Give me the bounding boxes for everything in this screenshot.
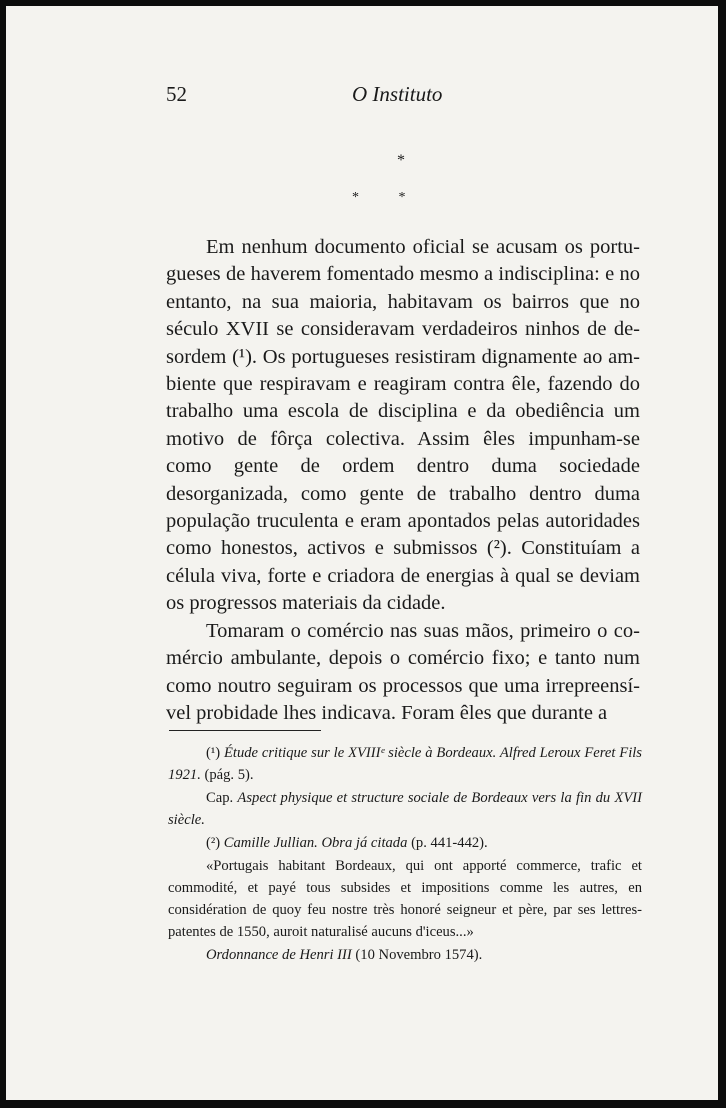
body-text bbox=[166, 234, 640, 727]
footnote-1-title: Étude critique sur le XVIIIᵉ siècle à Bordeaux. Alfred Leroux Feret Fils 1921. bbox=[168, 745, 642, 783]
footnotes bbox=[168, 742, 642, 967]
footnote-2 bbox=[168, 832, 642, 854]
footnote-source bbox=[168, 944, 642, 966]
page-header bbox=[166, 82, 646, 112]
section-ornament-top: * bbox=[397, 152, 405, 169]
book-page bbox=[6, 6, 718, 1100]
footnote-source-title: Ordonnance de Henri III bbox=[206, 947, 352, 963]
footnote-2-marker: (²) bbox=[206, 835, 221, 851]
footnote-1b bbox=[168, 787, 642, 831]
footnote-2-pages: (p. 441-442). bbox=[411, 835, 488, 851]
page-number: 52 bbox=[166, 82, 187, 106]
footnote-1-marker: (¹) bbox=[206, 745, 221, 761]
footnote-1 bbox=[168, 742, 642, 786]
section-ornament-bottom: * * bbox=[352, 190, 424, 205]
running-title: O Instituto bbox=[352, 82, 443, 106]
footnote-source-date: (10 Novembro 1574). bbox=[355, 947, 483, 963]
paragraph-1: Em nenhum documento oficial se acusam os portugueses de haverem fomentado mesmo a indisciplina: e no entanto, na sua maioria, habitavam os bairros que no século XVII se consideravam verdadeiros ninhos de desordem (¹). Os portugueses resistiram dignamente ao ambiente que respiravam e reagiram contra êle, fazendo do trabalho uma escola de disciplina e da obediência um motivo de fôrça colectiva. Assim êles impunham-se como gente de ordem dentro duma sociedade desorganizada, como gente de trabalho dentro duma população truculenta e eram apontados pelas autoridades como honestos, activos e submissos (²). Constituíam a célula viva, forte e criadora de energias à qual se deviam os progressos materiais da cidade. bbox=[166, 236, 640, 615]
footnote-1b-title: Aspect physique et structure sociale de Bordeaux vers la fin du XVII siècle. bbox=[168, 790, 642, 828]
footnote-separator bbox=[169, 730, 321, 731]
footnote-1b-prefix: Cap. bbox=[206, 790, 234, 806]
footnote-1-pages: (pág. 5). bbox=[204, 767, 254, 783]
footnote-quote: «Portugais habitant Bordeaux, qui ont apporté commerce, trafic et commodité, et payé tous subsides et impositions comme les autres, en considération de quoy feu nostre très honoré seigneur et père, par ses lettres-patentes de 1550, auroit naturalisé aucuns d'iceus...» bbox=[168, 858, 642, 940]
footnote-2-title: Camille Jullian. Obra já citada bbox=[223, 835, 408, 851]
paragraph-2: Tomaram o comércio nas suas mãos, primeiro o comércio ambulante, depois o comércio fixo; e tanto num como noutro seguiram os processos que uma irrepreensível probidade lhes indicava. Foram êles que durante a bbox=[166, 619, 640, 724]
